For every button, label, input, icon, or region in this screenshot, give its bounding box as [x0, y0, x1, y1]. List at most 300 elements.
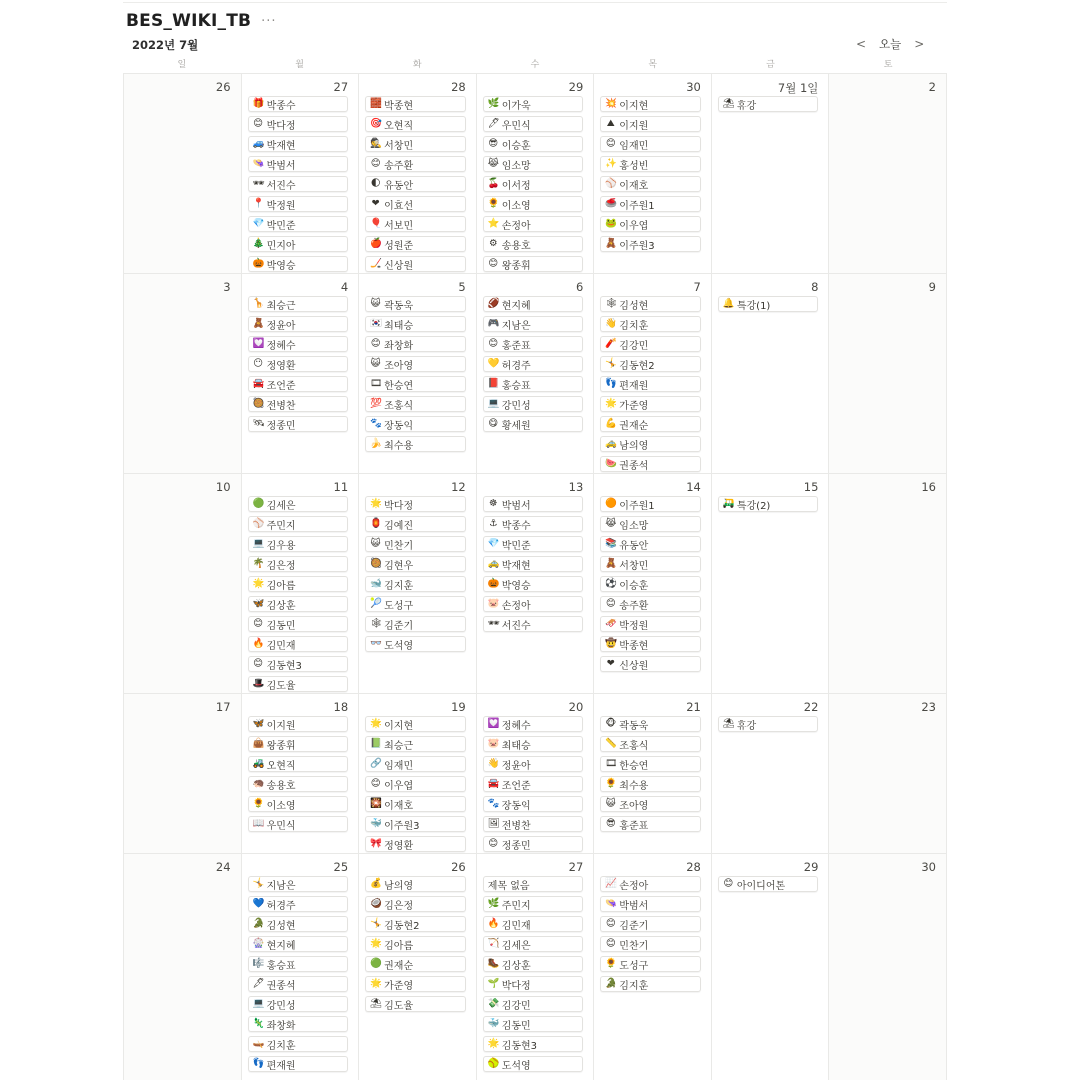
event-card[interactable]	[483, 496, 584, 512]
event-card[interactable]	[365, 776, 466, 792]
day-cell[interactable]	[829, 854, 947, 1080]
event-card[interactable]	[600, 896, 701, 912]
event-title: 지남은	[266, 880, 296, 892]
event-title: 우민식	[501, 120, 531, 132]
event-card[interactable]	[248, 136, 349, 152]
event-card[interactable]	[248, 736, 349, 752]
day-cell[interactable]	[594, 854, 712, 1080]
event-card[interactable]	[600, 356, 701, 372]
event-emoji-icon: 🎩	[252, 678, 265, 690]
event-card[interactable]	[248, 616, 349, 632]
event-card[interactable]	[483, 376, 584, 392]
event-title: 김은정	[384, 900, 414, 912]
event-card[interactable]	[483, 736, 584, 752]
event-card[interactable]	[483, 1016, 584, 1032]
event-emoji-icon: 💙	[252, 898, 265, 910]
event-title: 강민성	[501, 400, 531, 412]
event-card[interactable]	[483, 196, 584, 212]
event-card[interactable]	[248, 956, 349, 972]
day-cell[interactable]	[124, 74, 242, 274]
event-card[interactable]	[483, 156, 584, 172]
event-card[interactable]	[365, 896, 466, 912]
event-card[interactable]	[483, 776, 584, 792]
event-list	[365, 876, 466, 1012]
event-card[interactable]	[365, 176, 466, 192]
day-cell[interactable]	[124, 474, 242, 694]
event-card[interactable]	[365, 416, 466, 432]
event-card[interactable]	[718, 496, 819, 512]
event-card[interactable]	[365, 536, 466, 552]
event-emoji-icon: 🎡	[252, 938, 265, 950]
event-card[interactable]	[600, 756, 701, 772]
event-title: 김치훈	[619, 320, 649, 332]
event-card[interactable]	[365, 156, 466, 172]
event-card[interactable]	[365, 936, 466, 952]
event-card[interactable]	[600, 776, 701, 792]
event-card[interactable]	[600, 416, 701, 432]
event-card[interactable]	[600, 916, 701, 932]
event-card[interactable]	[483, 896, 584, 912]
event-emoji-icon: 😶	[253, 358, 264, 370]
event-card[interactable]	[600, 816, 701, 832]
event-card[interactable]	[483, 956, 584, 972]
event-list	[718, 96, 819, 112]
event-emoji-icon: 🌓	[370, 178, 381, 190]
event-emoji-icon: 🇰🇷	[370, 318, 382, 330]
event-card[interactable]	[483, 756, 584, 772]
event-card[interactable]	[248, 536, 349, 552]
event-title: 김상훈	[501, 960, 531, 972]
event-card[interactable]	[365, 636, 466, 652]
event-emoji-icon: 🦒	[252, 298, 265, 310]
event-card[interactable]	[600, 296, 701, 312]
event-card[interactable]	[483, 236, 584, 252]
day-cell[interactable]	[124, 854, 242, 1080]
event-title: 서창민	[384, 140, 414, 152]
event-list	[483, 296, 584, 432]
day-cell[interactable]	[477, 694, 595, 854]
event-card[interactable]	[600, 976, 701, 992]
event-card[interactable]	[365, 976, 466, 992]
event-card[interactable]	[248, 1036, 349, 1052]
event-emoji-icon: 💯	[370, 398, 382, 410]
event-card[interactable]	[248, 556, 349, 572]
event-card[interactable]	[483, 256, 584, 272]
event-card[interactable]	[483, 116, 584, 132]
event-card[interactable]	[600, 396, 701, 412]
day-cell[interactable]	[242, 694, 360, 854]
event-card[interactable]	[600, 636, 701, 652]
day-number: 11	[333, 480, 349, 494]
event-title: 이지원	[266, 720, 296, 732]
event-card[interactable]	[483, 96, 584, 112]
day-cell[interactable]	[359, 74, 477, 274]
event-emoji-icon: 📈	[605, 878, 618, 890]
event-card[interactable]	[483, 536, 584, 552]
day-cell[interactable]	[242, 274, 360, 474]
event-card[interactable]	[600, 216, 701, 232]
event-emoji-icon: ⛰	[606, 118, 615, 130]
event-card[interactable]	[483, 296, 584, 312]
event-card[interactable]	[483, 136, 584, 152]
event-title: 허경주	[501, 360, 531, 372]
event-emoji-icon: 🌿	[487, 98, 500, 110]
event-card[interactable]	[600, 936, 701, 952]
event-emoji-icon: 🎞	[370, 378, 383, 390]
event-card[interactable]	[248, 416, 349, 432]
month-navigation	[852, 34, 928, 54]
event-emoji-icon: 🤸	[370, 918, 382, 930]
event-card[interactable]	[248, 156, 349, 172]
day-cell[interactable]	[359, 274, 477, 474]
day-cell[interactable]	[242, 854, 360, 1080]
event-card[interactable]	[365, 316, 466, 332]
day-number: 12	[451, 480, 466, 494]
event-emoji-icon: ⚾	[252, 518, 265, 530]
day-cell[interactable]	[829, 274, 947, 474]
event-card[interactable]	[248, 376, 349, 392]
event-card[interactable]	[600, 876, 701, 892]
event-emoji-icon: 🧸	[252, 318, 265, 330]
event-title: 이우엽	[384, 780, 414, 792]
event-title: 김강민	[501, 1000, 531, 1012]
event-card[interactable]	[483, 976, 584, 992]
event-card[interactable]	[365, 956, 466, 972]
event-card[interactable]	[365, 436, 466, 452]
event-card[interactable]	[248, 216, 349, 232]
event-card[interactable]	[365, 236, 466, 252]
event-title: 박종현	[619, 640, 649, 652]
event-emoji-icon: 🥘	[370, 558, 382, 570]
event-card[interactable]	[600, 616, 701, 632]
event-card[interactable]	[248, 976, 349, 992]
event-card[interactable]	[718, 96, 819, 112]
event-title: 민지아	[266, 240, 296, 252]
event-emoji-icon: 👒	[252, 158, 265, 170]
event-emoji-icon: ❤	[371, 198, 380, 210]
event-card[interactable]	[483, 996, 584, 1012]
event-emoji-icon: 💸	[487, 998, 500, 1010]
event-emoji-icon: 🌿	[487, 898, 500, 910]
event-title: 성원준	[384, 240, 414, 252]
day-cell[interactable]	[712, 694, 830, 854]
event-title: 정영환	[266, 360, 296, 372]
event-title: 한승연	[384, 380, 414, 392]
event-emoji-icon: 🛶	[252, 1038, 265, 1050]
event-title: 도석영	[501, 1060, 531, 1072]
event-card[interactable]	[600, 796, 701, 812]
event-card[interactable]	[600, 456, 701, 472]
event-emoji-icon: 😊	[605, 918, 616, 930]
event-card[interactable]	[365, 756, 466, 772]
day-cell[interactable]	[242, 74, 360, 274]
event-title: 김아름	[384, 940, 414, 952]
event-card[interactable]	[365, 96, 466, 112]
event-card[interactable]	[365, 516, 466, 532]
event-emoji-icon: 🏈	[487, 298, 500, 310]
day-cell[interactable]	[359, 474, 477, 694]
event-card[interactable]	[365, 116, 466, 132]
event-card[interactable]	[600, 496, 701, 512]
event-card[interactable]	[718, 296, 819, 312]
event-title: 이주원3	[619, 240, 655, 252]
day-cell[interactable]	[242, 474, 360, 694]
event-card[interactable]	[600, 336, 701, 352]
event-title: 박범서	[501, 500, 531, 512]
day-number: 29	[568, 80, 584, 94]
event-card[interactable]	[248, 636, 349, 652]
event-card[interactable]	[600, 136, 701, 152]
event-emoji-icon: 🌟	[370, 498, 382, 510]
event-card[interactable]	[600, 736, 701, 752]
event-emoji-icon: 💥	[605, 98, 618, 110]
day-cell[interactable]	[829, 74, 947, 274]
event-card[interactable]	[365, 396, 466, 412]
event-title: 정영환	[384, 840, 414, 852]
event-card[interactable]	[365, 256, 466, 272]
event-card[interactable]	[483, 816, 584, 832]
event-card[interactable]	[365, 356, 466, 372]
event-card[interactable]	[483, 356, 584, 372]
event-card[interactable]	[365, 996, 466, 1012]
event-emoji-icon: 📖	[252, 818, 265, 830]
event-card[interactable]	[248, 176, 349, 192]
day-cell[interactable]	[594, 694, 712, 854]
event-card[interactable]	[483, 316, 584, 332]
event-card[interactable]	[600, 516, 701, 532]
event-card[interactable]	[365, 596, 466, 612]
day-cell[interactable]	[124, 694, 242, 854]
event-card[interactable]	[248, 336, 349, 352]
event-card[interactable]	[248, 676, 349, 692]
event-card[interactable]	[600, 436, 701, 452]
weekday-label: 금	[766, 60, 775, 70]
day-cell[interactable]	[477, 274, 595, 474]
day-cell[interactable]	[712, 74, 830, 274]
event-emoji-icon: 📏	[605, 738, 618, 750]
day-cell[interactable]	[594, 474, 712, 694]
event-card[interactable]	[483, 576, 584, 592]
day-cell[interactable]	[359, 694, 477, 854]
event-card[interactable]	[600, 576, 701, 592]
day-cell[interactable]	[594, 274, 712, 474]
event-card[interactable]	[600, 536, 701, 552]
event-title: 박다정	[266, 120, 296, 132]
event-list	[483, 716, 584, 852]
event-title: 우민식	[266, 820, 296, 832]
event-card[interactable]	[600, 196, 701, 212]
event-title: 편재원	[619, 380, 649, 392]
event-card[interactable]	[365, 136, 466, 152]
event-card[interactable]	[600, 176, 701, 192]
event-card[interactable]	[365, 876, 466, 892]
event-card[interactable]	[248, 316, 349, 332]
event-card[interactable]	[600, 376, 701, 392]
event-card[interactable]	[248, 656, 349, 672]
event-card[interactable]	[248, 356, 349, 372]
event-card[interactable]	[483, 336, 584, 352]
event-card[interactable]	[600, 116, 701, 132]
today-button[interactable]: 오늘	[879, 37, 902, 51]
event-card[interactable]	[248, 116, 349, 132]
event-card[interactable]	[365, 216, 466, 232]
more-options-icon[interactable]: ···	[261, 13, 277, 29]
event-emoji-icon: 💎	[487, 538, 500, 550]
prev-month-button[interactable]: <	[855, 37, 867, 51]
day-cell[interactable]	[477, 474, 595, 694]
event-card[interactable]	[365, 496, 466, 512]
event-title: 김민재	[266, 640, 296, 652]
event-card[interactable]	[365, 556, 466, 572]
event-card[interactable]	[248, 596, 349, 612]
event-title: 최수용	[619, 780, 649, 792]
event-card[interactable]	[248, 516, 349, 532]
event-card[interactable]	[248, 756, 349, 772]
event-card[interactable]	[365, 736, 466, 752]
event-card[interactable]	[600, 156, 701, 172]
event-card[interactable]	[600, 316, 701, 332]
event-card[interactable]	[483, 936, 584, 952]
event-card[interactable]	[248, 936, 349, 952]
event-card[interactable]	[365, 336, 466, 352]
event-emoji-icon: 🥌	[605, 198, 618, 210]
event-card[interactable]	[483, 716, 584, 732]
event-emoji-icon: 😊	[253, 658, 264, 670]
event-emoji-icon: 😊	[723, 878, 734, 890]
event-card[interactable]	[365, 376, 466, 392]
event-card[interactable]	[600, 956, 701, 972]
event-card[interactable]	[483, 516, 584, 532]
event-card[interactable]	[365, 796, 466, 812]
event-card[interactable]	[248, 876, 349, 892]
event-title: 이지원	[619, 120, 649, 132]
event-card[interactable]	[248, 256, 349, 272]
day-number: 15	[803, 480, 819, 494]
event-card[interactable]	[365, 616, 466, 632]
event-card[interactable]	[483, 916, 584, 932]
event-card[interactable]	[248, 996, 349, 1012]
day-number: 9	[928, 280, 936, 294]
event-card[interactable]	[483, 876, 584, 892]
event-card[interactable]	[600, 96, 701, 112]
event-card[interactable]	[248, 296, 349, 312]
event-title: 민찬기	[619, 940, 649, 952]
event-card[interactable]	[248, 396, 349, 412]
event-card[interactable]	[248, 816, 349, 832]
day-number: 25	[333, 860, 349, 874]
event-card[interactable]	[718, 716, 819, 732]
event-emoji-icon: 🥥	[370, 898, 382, 910]
event-card[interactable]	[248, 236, 349, 252]
event-card[interactable]	[365, 716, 466, 732]
event-card[interactable]	[600, 716, 701, 732]
event-emoji-icon: 🎮	[487, 318, 500, 330]
event-emoji-icon: 🌻	[487, 198, 500, 210]
event-card[interactable]	[718, 876, 819, 892]
event-card[interactable]	[248, 796, 349, 812]
event-title: 김현우	[384, 560, 414, 572]
event-card[interactable]	[365, 836, 466, 852]
event-card[interactable]	[248, 196, 349, 212]
day-number: 5	[458, 280, 466, 294]
event-card[interactable]	[483, 1036, 584, 1052]
event-card[interactable]	[483, 176, 584, 192]
event-card[interactable]	[365, 816, 466, 832]
event-title: 서창민	[619, 560, 649, 572]
day-number: 6	[575, 280, 584, 294]
event-card[interactable]	[600, 596, 701, 612]
event-card[interactable]	[600, 656, 701, 672]
event-card[interactable]	[248, 916, 349, 932]
next-month-button[interactable]: >	[914, 37, 925, 51]
day-cell[interactable]	[477, 854, 595, 1080]
event-emoji-icon: 📍	[252, 198, 265, 210]
event-card[interactable]	[248, 496, 349, 512]
event-title: 아이디어톤	[736, 880, 786, 892]
day-cell[interactable]	[477, 74, 595, 274]
event-title: 송주환	[619, 600, 649, 612]
event-card[interactable]	[483, 556, 584, 572]
event-card[interactable]	[248, 716, 349, 732]
event-card[interactable]	[483, 836, 584, 852]
event-card[interactable]	[483, 396, 584, 412]
event-emoji-icon: 😊	[370, 158, 381, 170]
event-card[interactable]	[248, 1056, 349, 1072]
day-cell[interactable]	[594, 74, 712, 274]
day-cell[interactable]	[712, 474, 830, 694]
event-card[interactable]	[483, 216, 584, 232]
event-card[interactable]	[600, 556, 701, 572]
event-card[interactable]	[248, 1016, 349, 1032]
event-card[interactable]	[483, 1056, 584, 1072]
event-card[interactable]	[483, 596, 584, 612]
day-number: 17	[215, 700, 231, 714]
event-title: 이주원1	[619, 500, 655, 512]
event-card[interactable]	[365, 296, 466, 312]
event-title: 박민준	[266, 220, 296, 232]
event-card[interactable]	[365, 916, 466, 932]
day-number: 7월 1일	[777, 81, 819, 95]
event-card[interactable]	[483, 416, 584, 432]
event-card[interactable]	[248, 896, 349, 912]
event-emoji-icon: 😺	[370, 538, 381, 550]
event-title: 임소망	[619, 520, 649, 532]
day-cell[interactable]	[712, 854, 830, 1080]
event-title: 김동현3	[501, 1040, 538, 1052]
event-card[interactable]	[248, 776, 349, 792]
day-cell[interactable]	[712, 274, 830, 474]
page-title: BES_WIKI_TB	[126, 11, 252, 31]
event-title: 제목 없음	[487, 880, 530, 892]
day-number: 21	[686, 700, 701, 714]
event-card[interactable]	[483, 796, 584, 812]
event-title: 권종석	[266, 980, 296, 992]
event-card[interactable]	[248, 96, 349, 112]
event-title: 박영승	[266, 260, 296, 272]
day-cell[interactable]	[829, 474, 947, 694]
event-card[interactable]	[483, 616, 584, 632]
event-card[interactable]	[365, 576, 466, 592]
event-card[interactable]	[365, 196, 466, 212]
event-list	[600, 296, 701, 472]
day-cell[interactable]	[359, 854, 477, 1080]
day-cell[interactable]	[124, 274, 242, 474]
day-cell[interactable]	[829, 694, 947, 854]
event-card[interactable]	[600, 236, 701, 252]
event-title: 김은정	[266, 560, 296, 572]
event-title: 한승연	[619, 760, 649, 772]
event-card[interactable]	[248, 576, 349, 592]
